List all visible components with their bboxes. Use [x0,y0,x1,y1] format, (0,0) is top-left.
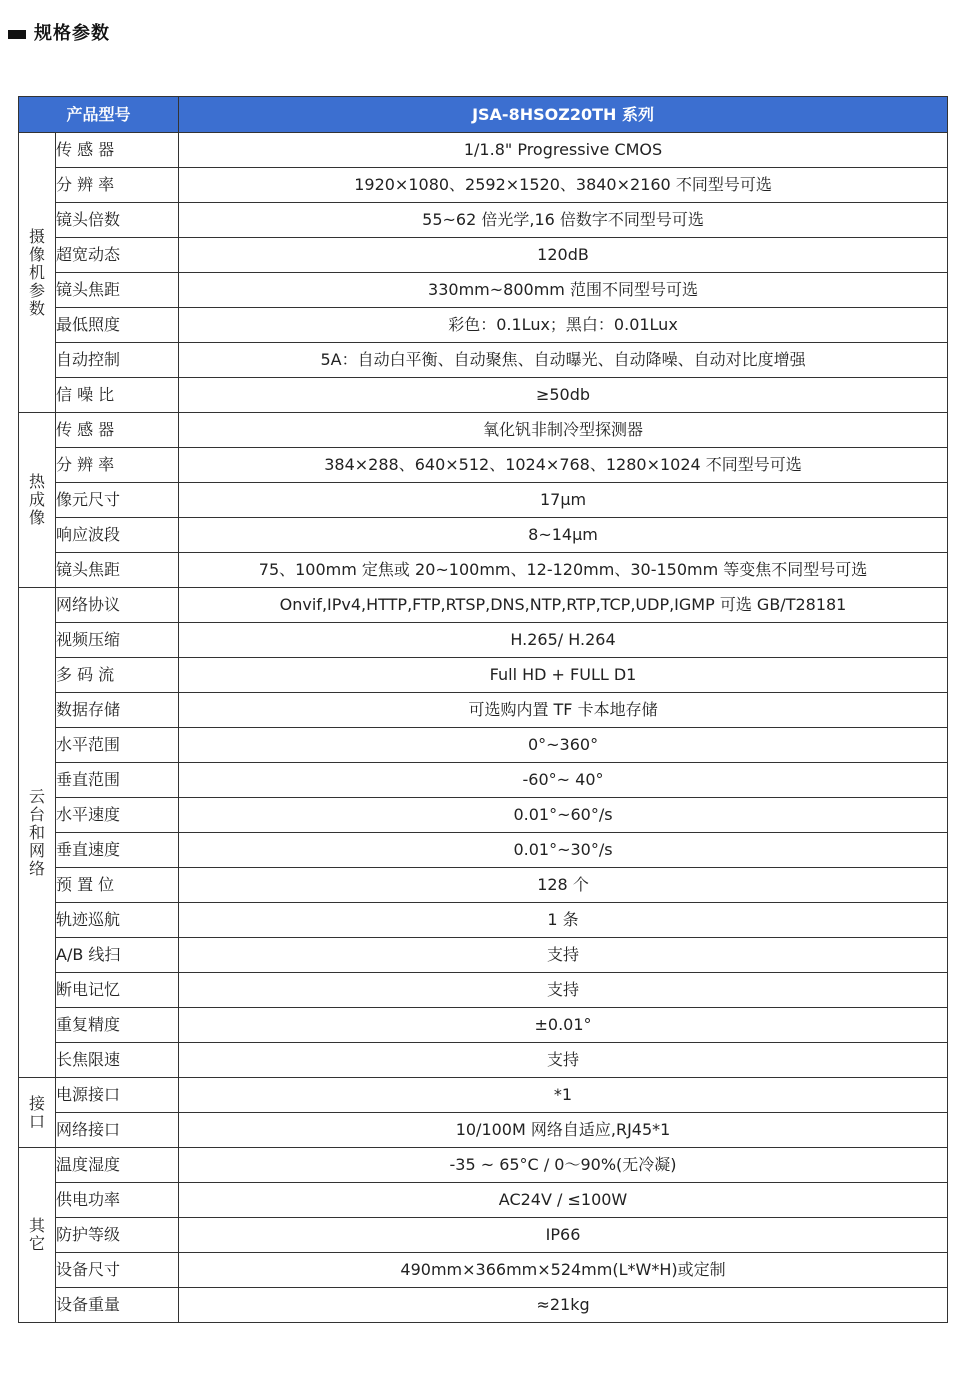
table-row [19,728,948,763]
header-model-value: JSA-8HSOZ20TH 系列 [179,97,948,133]
table-row [19,378,948,413]
spec-label: 分 辨 率 [56,168,179,203]
spec-label: 垂直范围 [56,763,179,798]
group-label-text: 摄像机参数 [28,226,45,318]
spec-value: 330mm~800mm 范围不同型号可选 [179,273,948,308]
spec-value: 17μm [179,483,948,518]
spec-value: AC24V / ≤100W [179,1183,948,1218]
section-heading [8,18,110,46]
table-row [19,308,948,343]
spec-label: 网络接口 [56,1113,179,1148]
spec-label: 多 码 流 [56,658,179,693]
spec-value: 1/1.8" Progressive CMOS [179,133,948,168]
spec-value: ±0.01° [179,1008,948,1043]
spec-label: 设备重量 [56,1288,179,1323]
table-row [19,518,948,553]
spec-value: IP66 [179,1218,948,1253]
heading-square-icon [8,30,26,39]
spec-label: 电源接口 [56,1078,179,1113]
spec-label: 水平速度 [56,798,179,833]
spec-label: 轨迹巡航 [56,903,179,938]
table-row [19,658,948,693]
table-row [19,343,948,378]
spec-label: 重复精度 [56,1008,179,1043]
spec-value: 可选购内置 TF 卡本地存储 [179,693,948,728]
spec-label: 预 置 位 [56,868,179,903]
table-row [19,133,948,168]
group-label-text: 接口 [28,1093,45,1131]
group-label [19,133,56,413]
spec-label: 长焦限速 [56,1043,179,1078]
spec-label: 设备尺寸 [56,1253,179,1288]
group-label [19,588,56,1078]
table-row [19,763,948,798]
spec-value: ≥50db [179,378,948,413]
spec-value: 10/100M 网络自适应,RJ45*1 [179,1113,948,1148]
spec-label: 自动控制 [56,343,179,378]
spec-label: 分 辨 率 [56,448,179,483]
table-row [19,693,948,728]
spec-value: Onvif,IPv4,HTTP,FTP,RTSP,DNS,NTP,RTP,TCP,UDP,IGMP 可选 GB/T28181 [179,588,948,623]
spec-value: 5A：自动白平衡、自动聚焦、自动曝光、自动降噪、自动对比度增强 [179,343,948,378]
spec-value: *1 [179,1078,948,1113]
spec-value: -60°~ 40° [179,763,948,798]
spec-label: 镜头焦距 [56,273,179,308]
group-label-text: 云台和网络 [28,786,45,878]
spec-label: 垂直速度 [56,833,179,868]
table-row [19,1148,948,1183]
table-row [19,553,948,588]
spec-label: 温度湿度 [56,1148,179,1183]
table-row [19,1043,948,1078]
table-row [19,903,948,938]
spec-label: 超宽动态 [56,238,179,273]
table-header-row [19,97,948,133]
group-label-text: 其它 [28,1216,45,1253]
spec-table [18,96,948,1323]
header-model-label: 产品型号 [19,97,179,133]
table-row [19,203,948,238]
group-label-text: 热成像 [28,472,45,527]
table-row [19,798,948,833]
table-row [19,1113,948,1148]
spec-label: 信 噪 比 [56,378,179,413]
spec-label: 视频压缩 [56,623,179,658]
spec-value: 1 条 [179,903,948,938]
table-row [19,448,948,483]
spec-value: 支持 [179,973,948,1008]
spec-label: 镜头倍数 [56,203,179,238]
spec-value: 75、100mm 定焦或 20~100mm、12-120mm、30-150mm 等变焦不同型号可选 [179,553,948,588]
spec-label: 像元尺寸 [56,483,179,518]
spec-label: 响应波段 [56,518,179,553]
spec-label: 供电功率 [56,1183,179,1218]
table-row [19,1253,948,1288]
spec-value: 彩色：0.1Lux；黑白：0.01Lux [179,308,948,343]
spec-label: 断电记忆 [56,973,179,1008]
table-row [19,588,948,623]
spec-value: 128 个 [179,868,948,903]
table-row [19,168,948,203]
table-row [19,973,948,1008]
spec-value: 0.01°~30°/s [179,833,948,868]
table-row [19,1288,948,1323]
table-row [19,238,948,273]
table-row [19,833,948,868]
table-row [19,273,948,308]
spec-value: 490mm×366mm×524mm(L*W*H)或定制 [179,1253,948,1288]
table-row [19,868,948,903]
spec-value: 0.01°~60°/s [179,798,948,833]
table-row [19,1078,948,1113]
spec-value: -35 ~ 65°C / 0～90%(无冷凝) [179,1148,948,1183]
table-row [19,938,948,973]
spec-value: ≈21kg [179,1288,948,1323]
spec-label: 最低照度 [56,308,179,343]
spec-label: 镜头焦距 [56,553,179,588]
spec-value: 384×288、640×512、1024×768、1280×1024 不同型号可选 [179,448,948,483]
spec-value: 120dB [179,238,948,273]
spec-label: A/B 线扫 [56,938,179,973]
group-label [19,413,56,588]
spec-value: 0°~360° [179,728,948,763]
spec-value: 55~62 倍光学,16 倍数字不同型号可选 [179,203,948,238]
spec-value: Full HD + FULL D1 [179,658,948,693]
spec-value: 支持 [179,938,948,973]
spec-value: 氧化钒非制冷型探测器 [179,413,948,448]
group-label [19,1078,56,1148]
table-row [19,1008,948,1043]
spec-label: 传 感 器 [56,133,179,168]
table-row [19,413,948,448]
spec-value: 8~14μm [179,518,948,553]
table-row [19,623,948,658]
group-label [19,1148,56,1323]
spec-label: 水平范围 [56,728,179,763]
table-row [19,483,948,518]
spec-label: 防护等级 [56,1218,179,1253]
section-heading-title: 规格参数 [34,23,110,44]
table-row [19,1183,948,1218]
spec-value: H.265/ H.264 [179,623,948,658]
spec-value: 1920×1080、2592×1520、3840×2160 不同型号可选 [179,168,948,203]
spec-value: 支持 [179,1043,948,1078]
spec-table-body [19,133,948,1323]
spec-label: 传 感 器 [56,413,179,448]
spec-label: 数据存储 [56,693,179,728]
spec-label: 网络协议 [56,588,179,623]
table-row [19,1218,948,1253]
